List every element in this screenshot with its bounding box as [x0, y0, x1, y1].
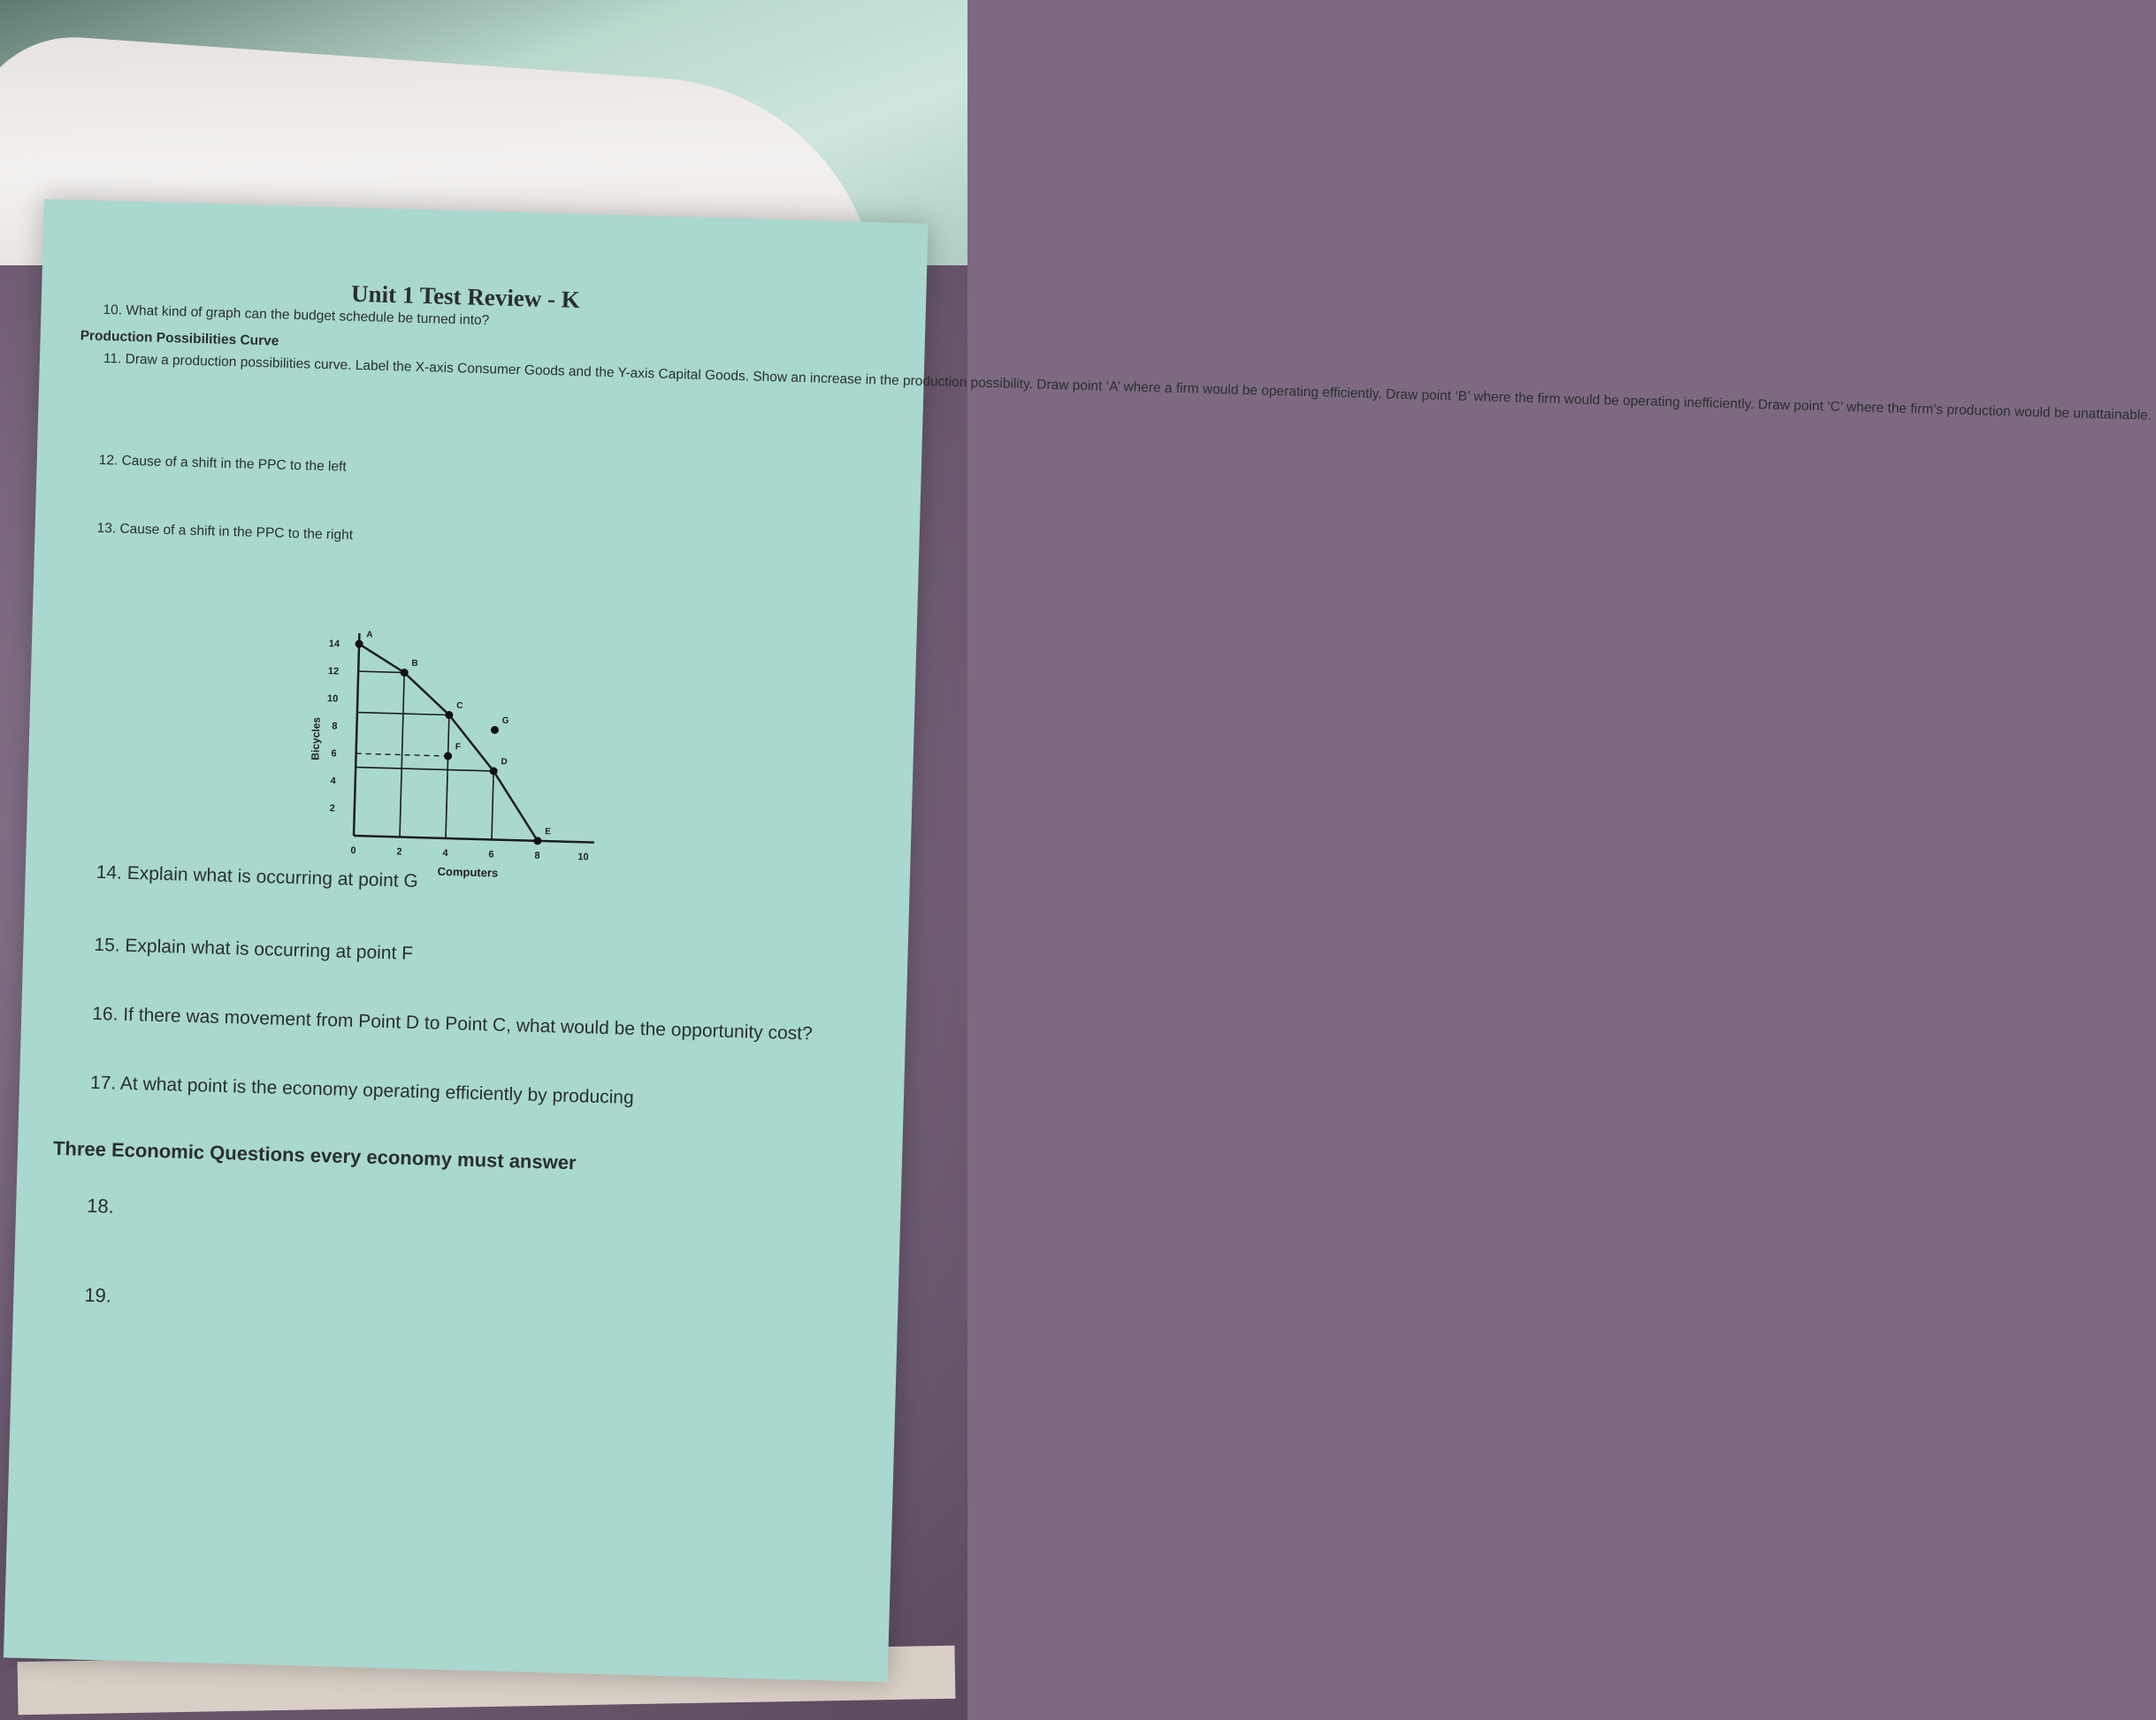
y-tick-label: 4: [330, 776, 336, 787]
x-axis-label: Computers: [437, 864, 499, 880]
point-label-g: G: [501, 715, 509, 726]
x-axis: [354, 836, 594, 843]
question-18: 18.: [86, 1194, 115, 1218]
point-label-e: E: [545, 827, 552, 837]
guide-line-vertical: [400, 673, 404, 837]
question-13: 13. Cause of a shift in the PPC to the right: [96, 520, 354, 543]
y-tick-label: 12: [327, 666, 340, 677]
x-tick-label: 2: [396, 846, 402, 858]
guide-line-vertical: [492, 771, 493, 839]
worksheet-paper: [4, 199, 2152, 1682]
question-11: 11. Draw a production possibilities curve. Label the X-axis Consumer Goods and the Y-axis Capital Goods. Show an increase in the production possibility. Draw point ‘A’ where a firm would be operating efficiently. Draw point ‘B’ where the firm would be operating inefficiently. Draw point ‘C’ where the firm’s production would be unattainable.: [103, 350, 2152, 424]
ppc-chart-svg: [290, 595, 643, 897]
point-label-a: A: [366, 630, 373, 640]
question-15: 15. Explain what is occurring at point F: [94, 934, 414, 964]
point-label-f: F: [455, 742, 462, 753]
section-heading-three-questions: Three Economic Questions every economy must answer: [52, 1136, 577, 1174]
point-label-c: C: [456, 700, 463, 711]
x-tick-label: 8: [534, 850, 540, 861]
question-17: 17. At what point is the economy operating efficiently by producing: [89, 1072, 635, 1109]
y-tick-label: 8: [332, 721, 338, 732]
y-tick-label: 6: [331, 748, 337, 760]
section-heading-ppc: Production Possibilities Curve: [80, 328, 279, 349]
y-tick-label: 10: [326, 693, 339, 705]
point-label-b: B: [411, 658, 418, 669]
ppc-chart: [290, 595, 643, 897]
question-12: 12. Cause of a shift in the PPC to the left: [98, 452, 347, 475]
guide-line-horizontal: [358, 671, 404, 672]
point-g: [491, 726, 499, 734]
y-axis: [354, 633, 359, 836]
point-label-d: D: [501, 757, 508, 768]
x-tick-label: 6: [488, 849, 494, 860]
y-tick-label: 2: [329, 803, 336, 814]
question-10: 10. What kind of graph can the budget schedule be turned into?: [103, 302, 490, 329]
worksheet-title: Unit 1 Test Review - K: [350, 279, 581, 313]
y-axis-label: Bicycles: [309, 716, 323, 761]
guide-line-dashed: [446, 756, 448, 838]
point-f: [444, 752, 452, 760]
guide-line-horizontal: [356, 768, 493, 771]
question-14: 14. Explain what is occurring at point G: [96, 861, 419, 892]
question-16: 16. If there was movement from Point D to Point C, what would be the opportunity cost?: [91, 1003, 814, 1044]
y-tick-label: 14: [328, 638, 340, 650]
question-19: 19.: [84, 1283, 112, 1307]
x-tick-label: 4: [442, 847, 448, 860]
x-tick-label: 10: [577, 852, 589, 863]
x-tick-label: 0: [350, 845, 356, 857]
